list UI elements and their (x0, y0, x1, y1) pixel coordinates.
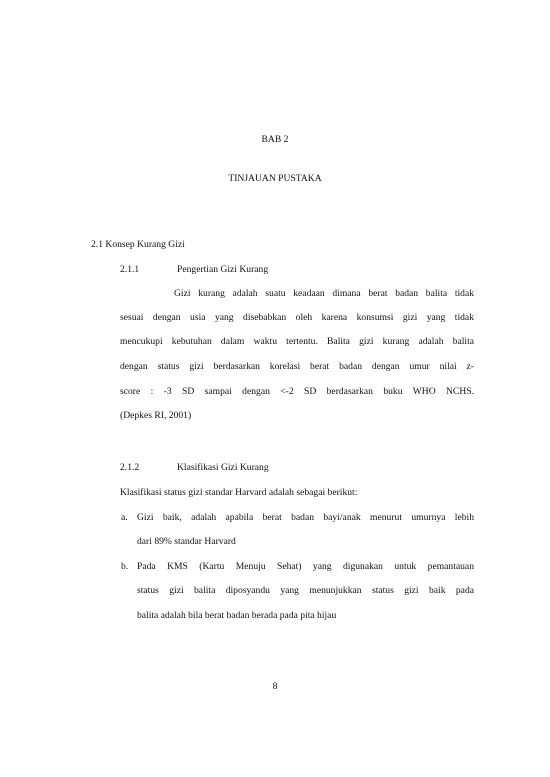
list-item-line: Pada KMS (Kartu Menuju Sehat) yang digunakan untuk pemantauan (137, 561, 474, 572)
paragraph-line: score : -3 SD sampai dengan <-2 SD berdasarkan buku WHO NCHS. (120, 386, 474, 397)
chapter-title: TINJAUAN PUSTAKA (228, 173, 322, 184)
paragraph-line: sesuai dengan usia yang disebabkan oleh karena konsumsi gizi yang tidak (120, 312, 474, 323)
list-marker: b. (121, 561, 129, 572)
list-item-line: Gizi baik, adalah apabila berat badan bayi/anak menurut umurnya lebih (137, 512, 474, 523)
list-marker: a. (121, 512, 128, 523)
chapter-label: BAB 2 (261, 134, 289, 145)
list-item-line: dari 89% standar Harvard (137, 536, 236, 547)
paragraph-line: (Depkes RI, 2001) (120, 410, 192, 421)
list-item-line: balita adalah bila berat badan berada pada pita hijau (137, 610, 337, 621)
paragraph-line: Gizi kurang adalah suatu keadaan dimana berat badan balita tidak (174, 288, 474, 299)
list-intro: Klasifikasi status gizi standar Harvard adalah sebagai berikut: (120, 487, 358, 498)
list-item-line: status gizi balita diposyandu yang menunjukkan status gizi baik pada (137, 585, 474, 596)
page-number: 8 (272, 681, 278, 692)
section-heading: 2.1 Konsep Kurang Gizi (91, 239, 185, 250)
paragraph-line: dengan status gizi berdasarkan korelasi berat badan dengan umur nilai z- (120, 361, 474, 372)
subsection-number: 2.1.1 (120, 264, 140, 275)
paragraph-line: mencukupi kebutuhan dalam waktu tertentu. Balita gizi kurang adalah balita (120, 336, 474, 347)
subsection-title: Pengertian Gizi Kurang (177, 264, 269, 275)
subsection-title: Klasifikasi Gizi Kurang (177, 462, 269, 473)
subsection-number: 2.1.2 (120, 462, 140, 473)
